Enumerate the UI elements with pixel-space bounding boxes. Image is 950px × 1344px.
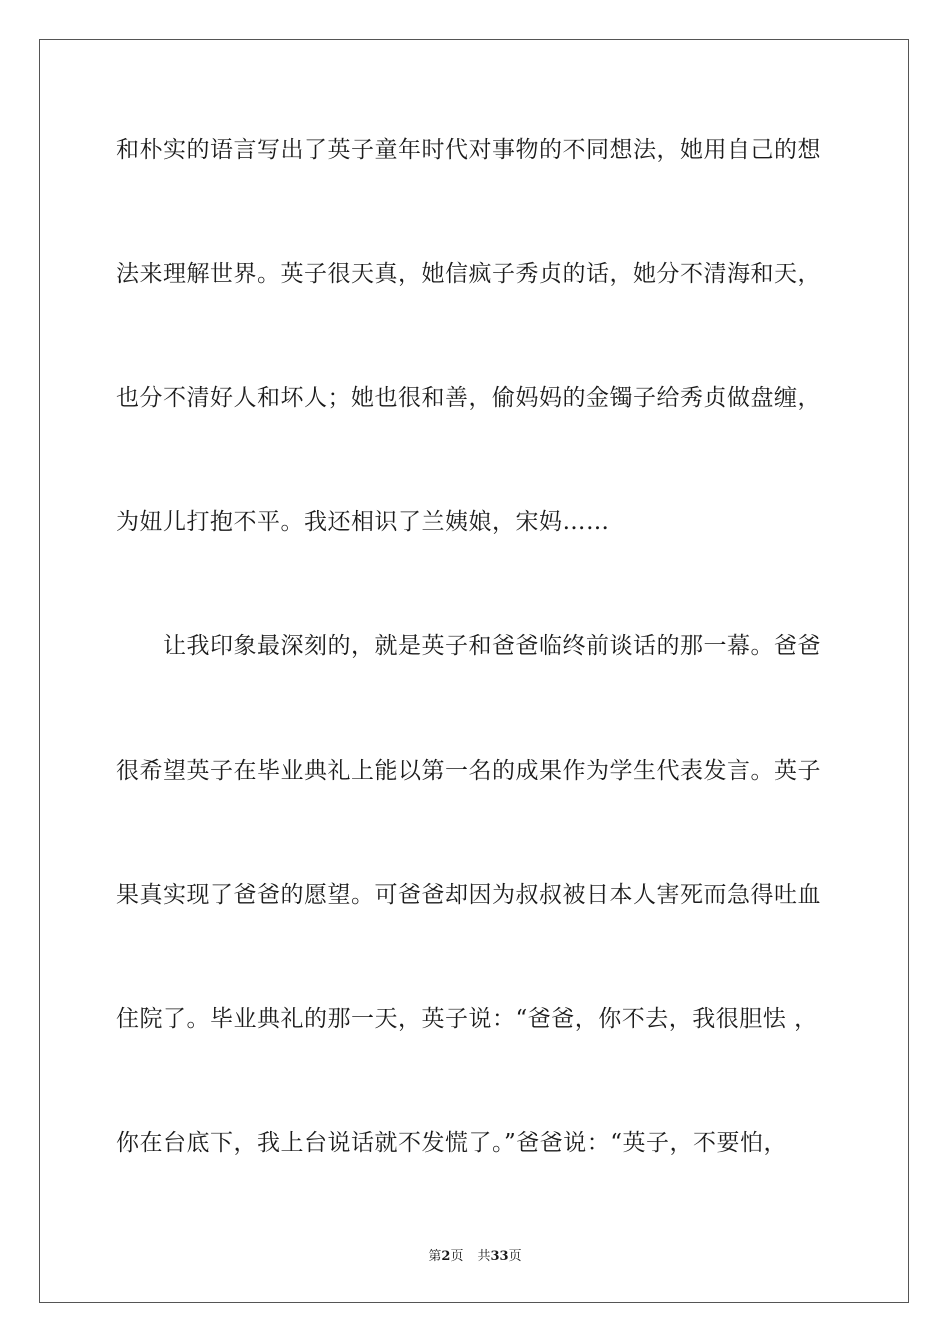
body-text-line: 也分不清好人和坏人；她也很和善，偷妈妈的金镯子给秀贞做盘缠， xyxy=(116,385,821,411)
body-text-line: 住院了。毕业典礼的那一天，英子说：“爸爸，你不去，我很胆怯 ， xyxy=(116,1006,818,1032)
page-number: 2 xyxy=(441,1249,451,1264)
body-text-line: 为妞儿打抱不平。我还相识了兰姨娘，宋妈…… xyxy=(116,509,610,535)
total-pages: 33 xyxy=(490,1249,509,1264)
total-suffix: 页 xyxy=(508,1249,522,1264)
paragraph-first-line: 让我印象最深刻的，就是英子和爸爸临终前谈话的那一幕。爸爸 xyxy=(163,633,821,659)
page-suffix: 页 xyxy=(450,1249,464,1264)
body-text-line: 和朴实的语言写出了英子童年时代对事物的不同想法，她用自己的想 xyxy=(116,137,821,163)
body-text-line: 法来理解世界。英子很天真，她信疯子秀贞的话，她分不清海和天， xyxy=(116,261,821,287)
body-text-line: 很希望英子在毕业典礼上能以第一名的成果作为学生代表发言。英子 xyxy=(116,758,821,784)
body-text-line: 你在台底下，我上台说话就不发慌了。”爸爸说：“英子，不要怕， xyxy=(116,1130,788,1156)
page-prefix: 第 xyxy=(428,1249,442,1264)
body-text-line: 果真实现了爸爸的愿望。可爸爸却因为叔叔被日本人害死而急得吐血 xyxy=(116,882,821,908)
total-prefix: 共 xyxy=(477,1249,491,1264)
page-footer xyxy=(0,1248,950,1266)
page-border xyxy=(39,39,909,1303)
